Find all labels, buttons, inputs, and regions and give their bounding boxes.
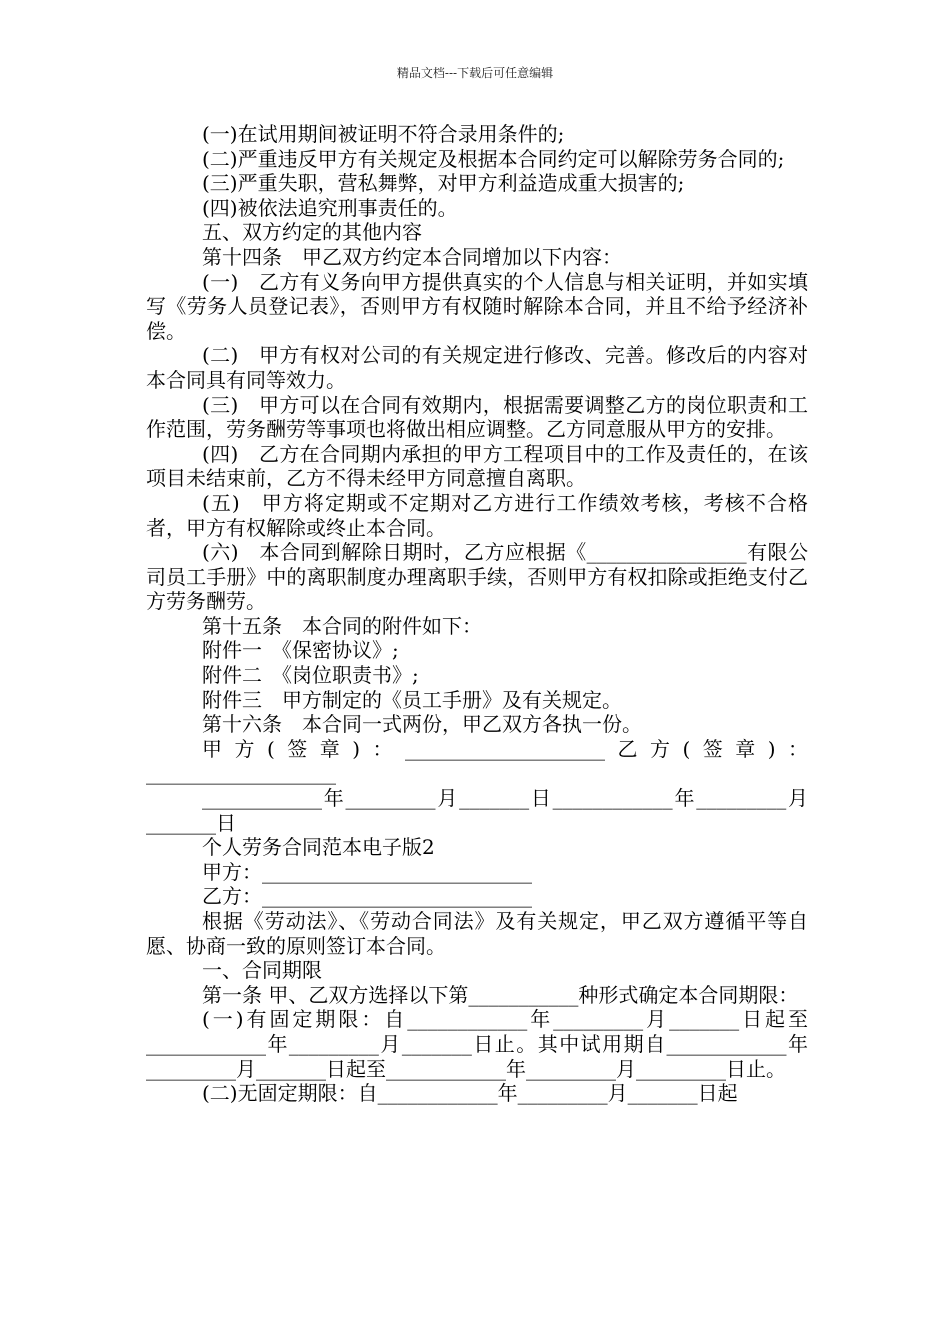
page-header: 精品文档---下载后可任意编辑 bbox=[396, 66, 554, 80]
article-heading: 第一条 甲、乙双方选择以下第___________种形式确定本合同期限： bbox=[202, 982, 799, 1007]
paragraph: (一) 乙方有义务向甲方提供真实的个人信息与相关证明，并如实填写《劳务人员登记表》，否则甲方有权随时解除本合同，并且不给予经济补偿。 bbox=[146, 269, 808, 343]
paragraph: (四) 乙方在合同期内承担的甲方工程项目中的工作及责任的，在该项目未结束前，乙方不得未经甲方同意擅自离职。 bbox=[146, 441, 808, 491]
article-heading: 第十五条 本合同的附件如下： bbox=[202, 613, 482, 638]
article-heading: 第十六条 本合同一式两份，甲乙双方各执一份。 bbox=[202, 712, 642, 737]
section-heading: 一、合同期限 bbox=[202, 958, 322, 983]
attachment-item: 附件二 《岗位职责书》; bbox=[202, 663, 419, 688]
date-line: ____________年_________月_______日____________年_________月_______日 bbox=[146, 786, 808, 835]
article-heading: 第十四条 甲乙双方约定本合同增加以下内容： bbox=[202, 244, 622, 269]
paragraph: (六) 本合同到解除日期时，乙方应根据《________________有限公司员工手册》中的离职制度办理离职手续，否则甲方有权扣除或拒绝支付乙方劳务酬劳。 bbox=[146, 540, 808, 614]
document-body bbox=[146, 122, 808, 1106]
paragraph: (二)严重违反甲方有关规定及根据本合同约定可以解除劳务合同的; bbox=[202, 146, 785, 171]
party-a-line: 甲方：___________________________ bbox=[202, 859, 532, 884]
signature-line: 甲方(签章)：____________________乙方(签章)：___________________ bbox=[146, 736, 808, 786]
paragraph: (一)在试用期间被证明不符合录用条件的; bbox=[202, 122, 565, 146]
paragraph: (一)有固定期限：自____________年_________月_______日起至____________年_________月_______日止。其中试用期自____________年_________月_______日起至____________年_________月_________日止。 bbox=[146, 1007, 808, 1081]
paragraph: (三) 甲方可以在合同有效期内，根据需要调整乙方的岗位职责和工作范围，劳务酬劳等事项也将做出相应调整。乙方同意服从甲方的安排。 bbox=[146, 392, 808, 442]
attachment-item: 附件三 甲方制定的《员工手册》及有关规定。 bbox=[202, 687, 622, 712]
attachment-item: 附件一 《保密协议》; bbox=[202, 638, 399, 663]
document-title: 个人劳务合同范本电子版2 bbox=[202, 835, 435, 860]
paragraph: (四)被依法追究刑事责任的。 bbox=[202, 195, 458, 220]
paragraph: (二)无固定期限：自____________年_________月_______日起 bbox=[202, 1081, 738, 1106]
paragraph: (五) 甲方将定期或不定期对乙方进行工作绩效考核，考核不合格者，甲方有权解除或终止本合同。 bbox=[146, 490, 808, 540]
section-heading: 五、双方约定的其他内容 bbox=[202, 220, 422, 245]
paragraph: (三)严重失职，营私舞弊，对甲方利益造成重大损害的; bbox=[202, 171, 685, 196]
paragraph: 根据《劳动法》、《劳动合同法》及有关规定，甲乙双方遵循平等自愿、协商一致的原则签订本合同。 bbox=[146, 909, 808, 958]
paragraph: (二) 甲方有权对公司的有关规定进行修改、完善。修改后的内容对本合同具有同等效力。 bbox=[146, 343, 808, 392]
party-b-line: 乙方：___________________________ bbox=[202, 884, 532, 909]
